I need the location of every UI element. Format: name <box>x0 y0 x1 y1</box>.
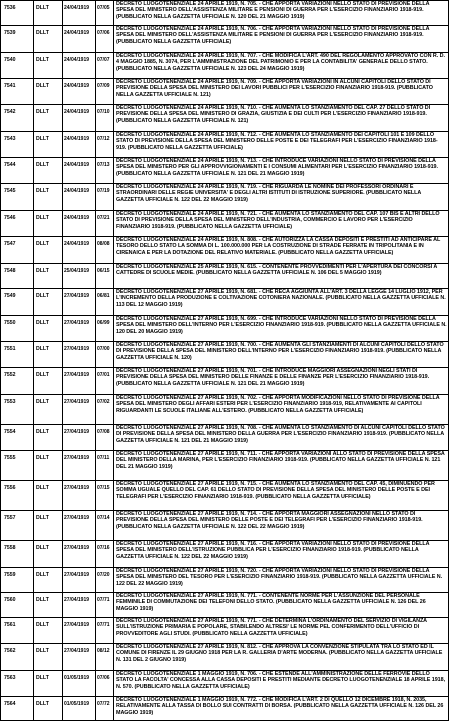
record-code-cell <box>96 264 114 289</box>
record-description-cell <box>114 105 449 132</box>
record-number: 7554 <box>4 429 16 435</box>
record-description: DECRETO LUOGOTENENZIALE 24 APRILE 1919, N. 808. - CHE AUTORIZZA LA CASSA DEPOSITI E PRESTITI AD ANTICIPARE AL TESORO DELLO STATO LA SOMMA DI L. 100.000.000 PER LA COSTRUZIONE DI STRADE FERRATE IN TRIPOLITANIA E IN CIRENAICA E PER LA DOTAZIONE DEL RELATIVO MATERIALE. (PUBBLICATO NELLA GAZZETTA UFFICIALE) <box>116 237 441 256</box>
record-type-cell <box>34 211 63 237</box>
record-date-cell <box>63 541 96 568</box>
record-description-cell <box>114 1 449 26</box>
record-type-cell <box>34 342 63 368</box>
record-number-cell <box>1 697 34 721</box>
record-number: 7550 <box>4 320 16 326</box>
record-type-cell <box>34 425 63 451</box>
record-description-cell <box>114 697 449 721</box>
record-description: DECRETO LUOGOTENENZIALE 27 APRILE 1919, N. 714. - CHE APPORTA MAGGIORI ASSEGNAZIONI NELLO STATO DI PREVISIONE DELLA SPESA DEL MINISTERO DELLE POSTE E DEI TELEGRAFI PER L'ESERCIZIO FINANZIARIO 1918-919. (PUBBLICATO NELLA GAZZETTA UFFICIALE N. 122 DEL 22 MAGGIO 1919) <box>116 511 423 530</box>
record-type-cell <box>34 184 63 211</box>
record-code: 07/11 <box>97 455 110 461</box>
record-code: 07/13 <box>97 162 110 168</box>
record-code: 07/72 <box>97 701 110 707</box>
record-number: 7543 <box>4 136 16 142</box>
record-date: 27/04/1919 <box>64 515 90 521</box>
table-row <box>1 316 449 342</box>
record-date-cell <box>63 697 96 721</box>
table-row <box>1 568 449 593</box>
table-row <box>1 211 449 237</box>
record-number: 7545 <box>4 188 16 194</box>
record-date: 27/04/1919 <box>64 346 90 352</box>
record-number-cell <box>1 481 34 511</box>
table-row <box>1 79 449 105</box>
record-date-cell <box>63 211 96 237</box>
record-number-cell <box>1 158 34 184</box>
record-date-cell <box>63 158 96 184</box>
record-code-cell <box>96 53 114 79</box>
record-description: DECRETO LUOGOTENENZIALE 24 APRILE 1919, N. 709. - CHE APPORTA VARIAZIONI IN ALCUNI CAPITOLI DELLO STATO DI PREVISIONE DELLA SPESA DEL MINISTERO DEI LAVORI PUBBLICI PER L'ESERCIZIO FINANZIARIO 1918-919. (PUBBLICATO NELLA GAZZETTA UFFICIALE N. 121) <box>116 79 433 98</box>
record-type-cell <box>34 568 63 593</box>
record-description: DECRETO LUOGOTENENZIALE 1 MAGGIO 1919, N. 706. - CHE ESTENDE ALL'AMMINISTRAZIONE DELLE FERROVIE DELLO STATO LA FACOLTA' CONCESSA ALLA CASSA DEPOSITI E PRESTITI MEDIANTE DECRETO LUOGOTENENZIALE 18 APRILE 1918, N. 570. (PUBBLICATO NELLA GAZZETTA UFFICIALE) <box>116 671 446 690</box>
record-number: 7553 <box>4 399 16 405</box>
record-type: DLLT <box>36 701 49 707</box>
record-type-cell <box>34 79 63 105</box>
record-date: 24/04/1919 <box>64 30 90 36</box>
table-row <box>1 105 449 132</box>
record-number: 7544 <box>4 162 16 168</box>
record-code: 07/08 <box>97 429 110 435</box>
record-code-cell <box>96 618 114 644</box>
table-row <box>1 53 449 79</box>
table-row <box>1 395 449 425</box>
record-type-cell <box>34 618 63 644</box>
record-date: 24/04/1919 <box>64 215 90 221</box>
record-code: 07/10 <box>97 109 110 115</box>
record-date: 27/04/1919 <box>64 545 90 551</box>
record-code-cell <box>96 26 114 53</box>
record-date-cell <box>63 264 96 289</box>
record-number-cell <box>1 79 34 105</box>
record-date: 24/04/1919 <box>64 83 90 89</box>
record-date: 27/04/1919 <box>64 399 90 405</box>
record-description-cell <box>114 593 449 618</box>
record-type-cell <box>34 451 63 481</box>
record-date: 27/04/1919 <box>64 597 90 603</box>
record-number: 7561 <box>4 622 16 628</box>
record-description: DECRETO LUOGOTENENZIALE 24 APRILE 1919, N. 712. - CHE AUMENTA LO STANZIAMENTO DEI CAPITOLI 101 E 109 DELLO STATO DI PREVISIONE DELLA SPESA DEL MINISTERO DELLE POSTE E DEI TELEGRAFI PER L'ESERCIZIO FINANZIARIO 1918-919. (PUBBLICATO NELLA GAZZETTA UFFICIALE) <box>116 132 438 151</box>
record-number-cell <box>1 26 34 53</box>
record-date-cell <box>63 316 96 342</box>
record-description-cell <box>114 671 449 697</box>
record-type: DLLT <box>36 675 49 681</box>
record-code: 06/99 <box>97 320 110 326</box>
table-row <box>1 451 449 481</box>
record-code: 07/71 <box>97 622 110 628</box>
table-row <box>1 184 449 211</box>
record-code-cell <box>96 1 114 26</box>
record-description-cell <box>114 342 449 368</box>
record-number: 7540 <box>4 57 16 63</box>
record-number: 7542 <box>4 109 16 115</box>
record-type-cell <box>34 316 63 342</box>
record-code-cell <box>96 79 114 105</box>
record-type-cell <box>34 237 63 264</box>
record-type-cell <box>34 368 63 395</box>
record-date: 27/04/1919 <box>64 320 90 326</box>
record-number: 7546 <box>4 215 16 221</box>
record-code-cell <box>96 158 114 184</box>
record-description-cell <box>114 158 449 184</box>
record-code: 07/15 <box>97 485 110 491</box>
table-row <box>1 132 449 158</box>
record-type: DLLT <box>36 162 49 168</box>
record-date: 27/04/1919 <box>64 648 90 654</box>
record-type: DLLT <box>36 429 49 435</box>
record-code-cell <box>96 425 114 451</box>
table-row <box>1 511 449 541</box>
record-code-cell <box>96 316 114 342</box>
record-type: DLLT <box>36 83 49 89</box>
record-code: 07/06 <box>97 675 110 681</box>
record-type-cell <box>34 541 63 568</box>
record-number: 7559 <box>4 572 16 578</box>
record-code-cell <box>96 342 114 368</box>
record-date-cell <box>63 593 96 618</box>
record-type: DLLT <box>36 109 49 115</box>
record-type-cell <box>34 511 63 541</box>
table-row <box>1 671 449 697</box>
record-type: DLLT <box>36 293 49 299</box>
record-type: DLLT <box>36 268 49 274</box>
record-code-cell <box>96 697 114 721</box>
record-description-cell <box>114 395 449 425</box>
record-number-cell <box>1 593 34 618</box>
record-number-cell <box>1 132 34 158</box>
record-code-cell <box>96 289 114 316</box>
record-code-cell <box>96 395 114 425</box>
record-description-cell <box>114 425 449 451</box>
record-number: 7563 <box>4 675 16 681</box>
table-row <box>1 158 449 184</box>
record-number-cell <box>1 451 34 481</box>
record-code-cell <box>96 541 114 568</box>
record-date-cell <box>63 105 96 132</box>
record-code-cell <box>96 671 114 697</box>
record-date-cell <box>63 237 96 264</box>
record-number: 7564 <box>4 701 16 707</box>
record-description: DECRETO LUOGOTENENZIALE 25 APRILE 1919, N. 615. - CONTENENTE PROVVEDIMENTI PER L'APERTURA DEI CONCORSI A CATTEDRE DI SCUOLE MEDIE. (PUBBLICATO NELLA GAZZETTA UFFICIALE N. 106 DEL 5 MAGGIO 1919) <box>116 264 438 277</box>
record-code: 07/05 <box>97 5 110 11</box>
record-code-cell <box>96 511 114 541</box>
record-date-cell <box>63 451 96 481</box>
record-date: 24/04/1919 <box>64 188 90 194</box>
record-date-cell <box>63 184 96 211</box>
table-row <box>1 425 449 451</box>
record-date-cell <box>63 79 96 105</box>
record-description-cell <box>114 289 449 316</box>
record-description: DECRETO LUOGOTENENZIALE 24 APRILE 1919, N. 719. - CHE RIGUARDA LE NOMINE DEI PROFESSORI ORDINARI E STRAORDINARI DELLE REGIE UNIVERSITA' E DEGLI ALTRI ISTITUTI DI ISTRUZIONE SUPERIORE. (PUBBLICATO NELLA GAZZETTA UFFICIALE N. 122 DEL 22 MAGGIO 1919) <box>116 184 422 203</box>
record-date: 25/04/1919 <box>64 268 90 274</box>
record-description: DECRETO LUOGOTENENZIALE 24 APRILE 1919, N. 707. - CHE MODIFICA L'ART. 490 DEL REGOLAMENTO APPROVATO CON R. D. 4 MAGGIO 1885, N. 3074, PER L'AMMINISTRAZIONE DEL PATRIMONIO E PER LA CONTABILITA' GENERALE DELLO STATO. (PUBBLICATO NELLA GAZZETTA UFFICIALE N. 123 DEL 24 MAGGIO 1919) <box>116 53 445 72</box>
record-code: 07/16 <box>97 545 110 551</box>
record-code: 07/21 <box>97 215 110 221</box>
record-type-cell <box>34 158 63 184</box>
record-description: DECRETO LUOGOTENENZIALE 24 APRILE 1919, N. 713. - CHE INTRODUCE VARIAZIONI NELLO STATO DI PREVISIONE DELLA SPESA DEL MINISTERO PER GLI APPROVVIGIONAMENTI E I CONSUMI ALIMENTARI PER L'ESERCIZIO FINANZIARIO 1918-919. (PUBBLICATO NELLA GAZZETTA UFFICIALE N. 121 DEL 21 MAGGIO 1919) <box>116 158 438 177</box>
record-code-cell <box>96 568 114 593</box>
record-code: 07/02 <box>97 399 110 405</box>
record-description: DECRETO LUOGOTENENZIALE 27 APRILE 1919, N. 716. - CHE APPORTA VARIAZIONI NELLO STATO DI PREVISIONE DELLA SPESA DEL MINISTERO DELL'ISTRUZIONE PUBBLICA PER L'ESERCIZIO FINANZIARIO 1918-919. (PUBBLICATO NELLA GAZZETTA UFFICIALE N. 122 DEL 22 MAGGIO 1919) <box>116 541 430 560</box>
record-description: DECRETO LUOGOTENENZIALE 24 APRILE 1919, N. 706. - CHE APPORTA VARIAZIONI NELLO STATO DI PREVISIONE DELLA SPESA DEL MINISTERO DELL'ASSISTENZA MILITARE E PENSIONI DI GUERRA PER L'ESERCIZIO FINANZIARIO 1918-919. (PUBBLICATO NELLA GAZZETTA UFFICIALE) <box>116 26 430 45</box>
table-row <box>1 593 449 618</box>
table-row <box>1 26 449 53</box>
record-date: 01/05/1919 <box>64 701 90 707</box>
record-code: 07/00 <box>97 346 110 352</box>
record-date: 24/04/1919 <box>64 162 90 168</box>
record-description: DECRETO LUOGOTENENZIALE 27 APRILE 1919, N. 771. - CONTENENTE NORME PER L'ASSUNZIONE DEL PERSONALE FEMMINILE DI COMMUTAZIONE DEI TELEFONI DELLO STATO. (PUBBLICATO NELLA GAZZETTA UFFICIALE N. 126 DEL 26 MAGGIO 1919) <box>116 593 426 612</box>
record-type-cell <box>34 132 63 158</box>
record-number: 7547 <box>4 241 16 247</box>
record-number-cell <box>1 644 34 671</box>
record-type: DLLT <box>36 399 49 405</box>
record-type: DLLT <box>36 515 49 521</box>
table-row <box>1 644 449 671</box>
record-code: 06/15 <box>97 268 110 274</box>
record-number-cell <box>1 184 34 211</box>
record-description: DECRETO LUOGOTENENZIALE 27 APRILE 1919, N. 702. - CHE APPORTA MODIFICAZIONI NELLO STATO DI PREVISIONE DELLA SPESA DEL MINISTERO DEGLI AFFARI ESTERI PER L'ESERCIZIO FINANZIARIO 1918-919, RELATIVAMENTE AI CAPITOLI RIGUARDANTI LE SCUOLE ITALIANE ALL'ESTERO. (PUBBLICATO NELLA GAZZETTA UFFICIALE) <box>116 395 440 414</box>
record-code-cell <box>96 132 114 158</box>
record-number: 7541 <box>4 83 16 89</box>
record-code-cell <box>96 184 114 211</box>
record-number-cell <box>1 671 34 697</box>
table-row <box>1 289 449 316</box>
record-description-cell <box>114 618 449 644</box>
record-type-cell <box>34 481 63 511</box>
record-date-cell <box>63 395 96 425</box>
record-code: 07/20 <box>97 572 110 578</box>
record-description: DECRETO LUOGOTENENZIALE 24 APRILE 1919, N. 710. - CHE AUMENTA LO STANZIAMENTO DEL CAP. 27 DELLO STATO DI PREVISIONE DELLA SPESA DEL MINISTERO DI GRAZIA, GIUSTIZIA E DEI CULTI PER L'ESERCIZIO FINANZIARIO 1918-919. (PUBBLICATO NELLA GAZZETTA UFFICIALE N. 121) <box>116 105 431 124</box>
record-type-cell <box>34 105 63 132</box>
record-number-cell <box>1 425 34 451</box>
record-number: 7551 <box>4 346 16 352</box>
record-code: 07/07 <box>97 57 110 63</box>
record-description: DECRETO LUOGOTENENZIALE 27 APRILE 1919, N. 711. - CHE APPORTA VARIAZIONI ALLO STATO DI PREVISIONE DELLA SPESA DEL MINISTERO DELLA MARINA, PER L'ESERCIZIO FINANZIARIO 1918-919. (PUBBLICATO NELLA GAZZETTA UFFICIALE N. 121 DEL 21 MAGGIO 1919) <box>116 451 445 470</box>
record-date: 24/04/1919 <box>64 241 90 247</box>
record-date-cell <box>63 618 96 644</box>
record-description-cell <box>114 451 449 481</box>
record-type-cell <box>34 395 63 425</box>
record-description-cell <box>114 26 449 53</box>
record-description-cell <box>114 264 449 289</box>
record-date-cell <box>63 289 96 316</box>
record-description: DECRETO LUOGOTENENZIALE 24 APRILE 1919, N. 705. - CHE APPORTA VARIAZIONI NELLO STATO DI PREVISIONE DELLA SPESA DEL MINISTERO DELL'ASSISTENZA MILITARE E PENSIONI DI GUERRA PER L'ESERCIZIO FINANZIARIO 1918-919. (PUBBLICATO NELLA GAZZETTA UFFICIALE N. 120 DEL 21 MAGGIO 1919) <box>116 1 430 20</box>
record-number-cell <box>1 568 34 593</box>
record-type-cell <box>34 26 63 53</box>
record-type-cell <box>34 671 63 697</box>
record-date: 27/04/1919 <box>64 622 90 628</box>
record-description-cell <box>114 132 449 158</box>
record-description-cell <box>114 79 449 105</box>
record-date: 24/04/1919 <box>64 5 90 11</box>
table-row <box>1 481 449 511</box>
record-date-cell <box>63 53 96 79</box>
record-number: 7552 <box>4 372 16 378</box>
record-date: 24/04/1919 <box>64 57 90 63</box>
record-code: 08/08 <box>97 241 110 247</box>
record-number: 7549 <box>4 293 16 299</box>
record-number-cell <box>1 1 34 26</box>
decree-register-body <box>1 1 449 721</box>
record-description-cell <box>114 211 449 237</box>
record-code: 07/19 <box>97 188 110 194</box>
record-type: DLLT <box>36 597 49 603</box>
record-type: DLLT <box>36 320 49 326</box>
record-date-cell <box>63 26 96 53</box>
table-row <box>1 618 449 644</box>
record-number-cell <box>1 342 34 368</box>
record-code-cell <box>96 644 114 671</box>
record-code: 07/14 <box>97 515 110 521</box>
record-type: DLLT <box>36 215 49 221</box>
record-number-cell <box>1 541 34 568</box>
record-description-cell <box>114 184 449 211</box>
record-type-cell <box>34 697 63 721</box>
record-number: 7556 <box>4 485 16 491</box>
record-date: 24/04/1919 <box>64 136 90 142</box>
record-type: DLLT <box>36 455 49 461</box>
record-date-cell <box>63 644 96 671</box>
record-description: DECRETO LUOGOTENENZIALE 27 APRILE 1919, N. 699. - CHE INTRODUCE VARIAZIONI NELLO STATO DI PREVISIONE DELLA SPESA DEL MINISTERO DELL'INTERNO PER L'ESERCIZIO FINANZIARIO 1918-919. (PUBBLICATO NELLA GAZZETTA UFFICIALE N. 120 DEL 20 MAGGIO 1919) <box>116 316 447 335</box>
record-type: DLLT <box>36 241 49 247</box>
record-description: DECRETO LUOGOTENENZIALE 27 APRILE 1919, N. 720. - CHE APPORTA VARIAZIONI NELLO STATO DI PREVISIONE DELLA SPESA DEL MINISTERO DEL TESORO PER L'ESERCIZIO FINANZIARIO 1918-919. (PUBBLICATO NELLA GAZZETTA UFFICIALE N. 122 DEL 22 MAGGIO 1919) <box>116 568 443 587</box>
record-date-cell <box>63 132 96 158</box>
record-date-cell <box>63 511 96 541</box>
record-date-cell <box>63 568 96 593</box>
record-description: DECRETO LUOGOTENENZIALE 27 APRILE 1919, N. 701. - CHE INTRODUCE MAGGIORI ASSEGNAZIONI NEGLI STATI DI PREVISIONE DELLA SPESA DEL MINISTERO DELLE FINANZE E DELLE FINANZE PER L'ESERCIZIO FINANZIARIO 1918-919. (PUBBLICATO NELLA GAZZETTA UFFICIALE N. 121 DEL 21 MAGGIO 1919) <box>116 368 430 387</box>
record-type: DLLT <box>36 545 49 551</box>
record-number-cell <box>1 618 34 644</box>
record-code-cell <box>96 211 114 237</box>
record-number-cell <box>1 316 34 342</box>
record-description-cell <box>114 511 449 541</box>
record-date: 27/04/1919 <box>64 293 90 299</box>
record-type-cell <box>34 53 63 79</box>
record-description: DECRETO LUOGOTENENZIALE 24 APRILE 1919, N. 721. - CHE AUMENTA LO STANZIAMENTO DEL CAP. 107 BIS E ALTRI DELLO STATO DI PREVISIONE DELLA SPESA DEL MINISTERO DELL'INDUSTRIA, COMMERCIO E LAVORO PER L'ESERCIZIO FINANZIARIO 1918-919. (PUBBLICATO NELLA GAZZETTA UFFICIALE) <box>116 211 440 230</box>
record-number-cell <box>1 237 34 264</box>
record-date: 01/05/1919 <box>64 675 90 681</box>
record-date-cell <box>63 342 96 368</box>
record-number-cell <box>1 511 34 541</box>
record-code: 07/06 <box>97 30 110 36</box>
record-description-cell <box>114 644 449 671</box>
record-description: DECRETO LUOGOTENENZIALE 1 MAGGIO 1919, N. 772. - CHE MODIFICA L'ART. 2 DI QUELLO 12 DICEMBRE 1918, N. 2035, RELATIVAMENTE ALLA TASSA DI BOLLO SUI CONTRATTI DI BORSA. (PUBBLICATO NELLA GAZZETTA UFFICIALE N. 126 DEL 26 MAGGIO 1919) <box>116 697 444 716</box>
record-type-cell <box>34 1 63 26</box>
record-number: 7562 <box>4 648 16 654</box>
record-date: 27/04/1919 <box>64 372 90 378</box>
record-code: 07/09 <box>97 83 110 89</box>
record-type-cell <box>34 289 63 316</box>
record-description: DECRETO LUOGOTENENZIALE 27 APRILE 1919, N. 708. - CHE AUMENTA LO STANZIAMENTO DI ALCUNI CAPITOLI DELLO STATO DI PREVISIONE DELLA SPESA DEL MINISTERO DELLA GUERRA PER L'ESERCIZIO FINANZIARIO 1918-919. (PUBBLICATO NELLA GAZZETTA UFFICIALE N. 121 DEL 21 MAGGIO 1919) <box>116 425 445 444</box>
record-number-cell <box>1 368 34 395</box>
record-description: DECRETO LUOGOTENENZIALE 27 APRILE 1919, N. 812. - CHE APPROVA LA CONVENZIONE STIPULATA TRA LO STATO ED IL COMUNE DI FIRENZE IL 29 GIUGNO 1918 PER LA R. GALLERIA D'ARTE MODERNA. (PUBBLICATO NELLA GAZZETTA UFFICIALE N. 131 DEL 2 GIUGNO 1919) <box>116 644 443 663</box>
record-type: DLLT <box>36 372 49 378</box>
record-code: 06/81 <box>97 293 110 299</box>
record-code-cell <box>96 105 114 132</box>
record-date-cell <box>63 368 96 395</box>
record-number: 7536 <box>4 5 16 11</box>
record-number-cell <box>1 289 34 316</box>
table-row <box>1 697 449 721</box>
record-description: DECRETO LUOGOTENENZIALE 27 APRILE 1919, N. 715. - CHE AUMENTA LO STANZIAMENTO DEL CAP. 45, DIMINUENDO PER SOMMA UGUALE QUELLO DEL CAP. 61 DELLO STATO DI PREVISIONE DELLA SPESA DEL MINISTERO DELLE POSTE E DEI TELEGRAFI PER L'ESERCIZIO FINANZIARIO 1918-919. (PUBBLICATO NELLA GAZZETTA UFFICIALE) <box>116 481 435 500</box>
record-code-cell <box>96 368 114 395</box>
table-row <box>1 237 449 264</box>
record-code: 08/12 <box>97 648 110 654</box>
record-code: 07/01 <box>97 372 110 378</box>
record-description: DECRETO LUOGOTENENZIALE 27 APRILE 1919, N. 681. - CHE RECA AGGIUNTA ALL'ART. 3 DELLA LEGGE 14 LUGLIO 1912, PER L'INCREMENTO DELLA PRODUZIONE E COLTIVAZIONE COTONIERA NAZIONALE. (PUBBLICATO NELLA GAZZETTA UFFICIALE N. 113 DEL 12 MAGGIO 1919) <box>116 289 446 308</box>
record-description-cell <box>114 541 449 568</box>
record-description-cell <box>114 237 449 264</box>
record-type: DLLT <box>36 57 49 63</box>
record-date: 24/04/1919 <box>64 109 90 115</box>
record-number: 7539 <box>4 30 16 36</box>
record-number: 7558 <box>4 545 16 551</box>
record-date: 27/04/1919 <box>64 429 90 435</box>
table-row <box>1 342 449 368</box>
record-code-cell <box>96 451 114 481</box>
record-number-cell <box>1 211 34 237</box>
record-code-cell <box>96 481 114 511</box>
record-description-cell <box>114 568 449 593</box>
record-number: 7548 <box>4 268 16 274</box>
record-date: 27/04/1919 <box>64 572 90 578</box>
record-description: DECRETO LUOGOTENENZIALE 27 APRILE 1919, N. 700. - CHE AUMENTA GLI STANZIAMENTI DI ALCUNI CAPITOLI DELLO STATO DI PREVISIONE DELLA SPESA DEL MINISTERO DELL'INTERNO PER L'ESERCIZIO FINANZIARIO 1918-919. (PUBBLICATO NELLA GAZZETTA UFFICIALE N. 120) <box>116 342 444 361</box>
record-type: DLLT <box>36 346 49 352</box>
record-type: DLLT <box>36 572 49 578</box>
record-date-cell <box>63 1 96 26</box>
record-type-cell <box>34 644 63 671</box>
record-type: DLLT <box>36 648 49 654</box>
record-type: DLLT <box>36 485 49 491</box>
record-date-cell <box>63 481 96 511</box>
record-type: DLLT <box>36 5 49 11</box>
record-type: DLLT <box>36 30 49 36</box>
record-number-cell <box>1 53 34 79</box>
record-description-cell <box>114 368 449 395</box>
record-description-cell <box>114 481 449 511</box>
record-type: DLLT <box>36 188 49 194</box>
table-row <box>1 264 449 289</box>
table-row <box>1 368 449 395</box>
record-number-cell <box>1 395 34 425</box>
record-description-cell <box>114 316 449 342</box>
record-date: 27/04/1919 <box>64 455 90 461</box>
record-type-cell <box>34 593 63 618</box>
record-number: 7555 <box>4 455 16 461</box>
record-code-cell <box>96 593 114 618</box>
record-description-cell <box>114 53 449 79</box>
table-row <box>1 541 449 568</box>
record-type: DLLT <box>36 622 49 628</box>
record-number-cell <box>1 264 34 289</box>
record-date-cell <box>63 671 96 697</box>
record-description: DECRETO LUOGOTENENZIALE 27 APRILE 1919, N. 771. - CHE DETERMINA L'ORDINAMENTO DEL SERVIZIO DI VIGILANZA SULL'ISTRUZIONE PRIMARIA E POPOLARE, STABILENDO ALTRESI' LE NORME PEL CONFERIMENTO DELL'UFFICIO DI PROVVEDITORE AGLI STUDI. (PUBBLICATO NELLA GAZZETTA UFFICIALE) <box>116 618 427 637</box>
record-type-cell <box>34 264 63 289</box>
record-code-cell <box>96 237 114 264</box>
record-date-cell <box>63 425 96 451</box>
record-number: 7560 <box>4 597 16 603</box>
table-row <box>1 1 449 26</box>
record-code: 07/71 <box>97 597 110 603</box>
record-date: 27/04/1919 <box>64 485 90 491</box>
record-code: 07/12 <box>97 136 110 142</box>
record-type: DLLT <box>36 136 49 142</box>
record-number-cell <box>1 105 34 132</box>
record-number: 7557 <box>4 515 16 521</box>
